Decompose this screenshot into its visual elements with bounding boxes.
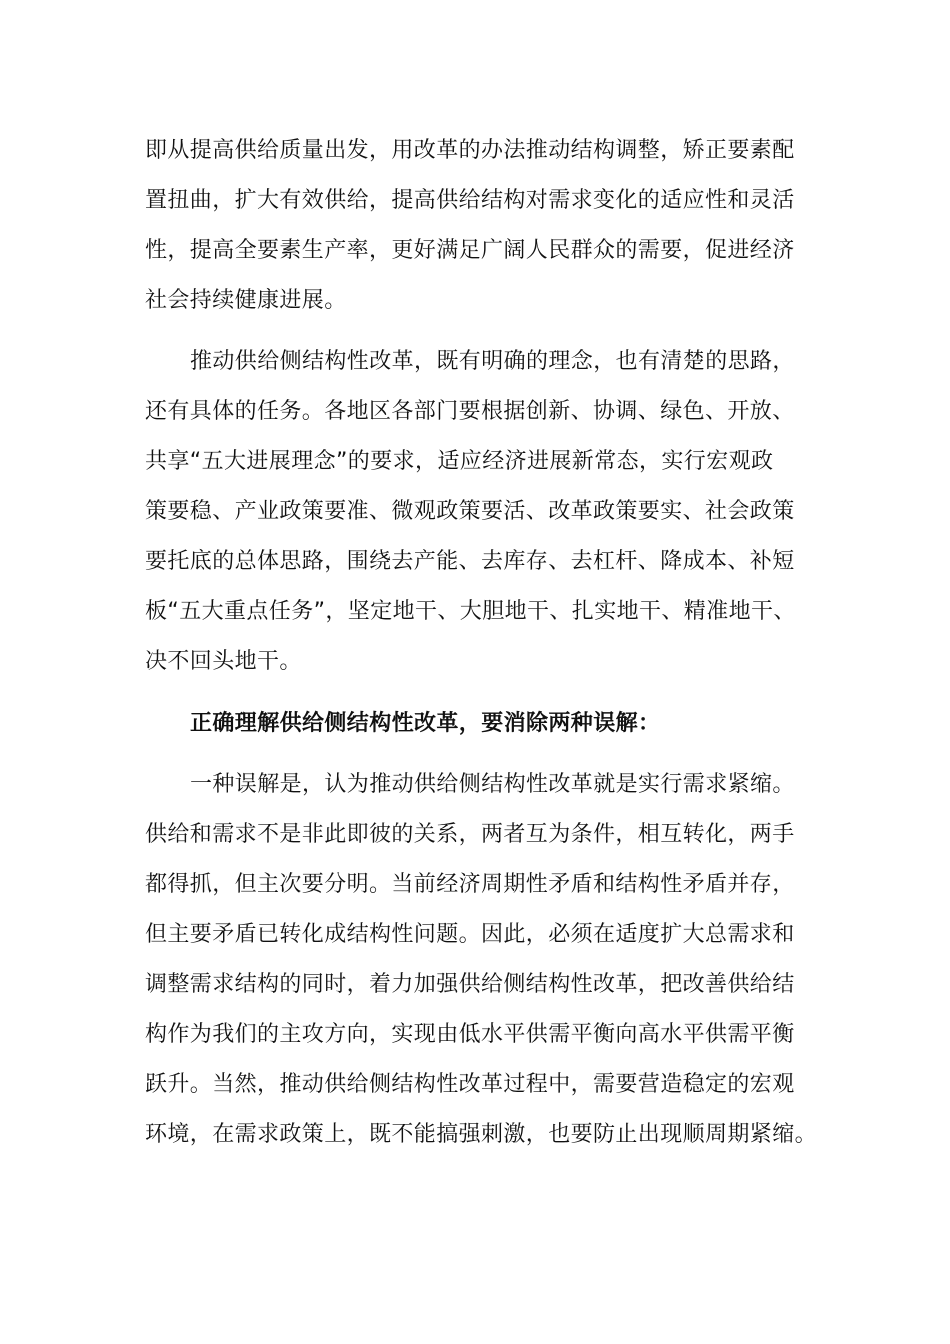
text-line: 决不回头地干。 — [145, 649, 302, 674]
text-line: 推动供给侧结构性改革，既有明确的理念，也有清楚的思路， — [190, 349, 795, 374]
text-line: 要托底的总体思路，围绕去产能、去库存、去杠杆、降成本、补短 — [145, 549, 795, 574]
text-line: 但主要矛盾已转化成结构性问题。因此，必须在适度扩大总需求和 — [145, 922, 795, 947]
text-line: 板“五大重点任务”，坚定地干、大胆地干、扎实地干、精准地干、 — [145, 599, 796, 624]
text-line: 一种误解是，认为推动供给侧结构性改革就是实行需求紧缩。 — [190, 772, 795, 797]
text-line: 即从提高供给质量出发，用改革的办法推动结构调整，矫正要素配 — [145, 138, 795, 163]
text-line: 性，提高全要素生产率，更好满足广阔人民群众的需要，促进经济 — [145, 238, 795, 263]
text-line: 构作为我们的主攻方向，实现由低水平供需平衡向高水平供需平衡 — [145, 1022, 795, 1047]
text-line: 共享“五大进展理念”的要求，适应经济进展新常态，实行宏观政 — [145, 449, 774, 474]
text-line: 供给和需求不是非此即彼的关系，两者互为条件，相互转化，两手 — [145, 822, 795, 847]
text-line: 还有具体的任务。各地区各部门要根据创新、协调、绿色、开放、 — [145, 399, 795, 424]
text-line: 跃升。当然，推动供给侧结构性改革过程中，需要营造稳定的宏观 — [145, 1072, 795, 1097]
text-line: 社会持续健康进展。 — [145, 288, 347, 313]
text-line: 环境，在需求政策上，既不能搞强刺激，也要防止出现顺周期紧缩。 — [145, 1122, 818, 1147]
text-line: 都得抓，但主次要分明。当前经济周期性矛盾和结构性矛盾并存， — [145, 872, 795, 897]
text-line: 策要稳、产业政策要准、微观政策要活、改革政策要实、社会政策 — [145, 499, 795, 524]
text-line: 置扭曲，扩大有效供给，提高供给结构对需求变化的适应性和灵活 — [145, 188, 795, 213]
section-heading: 正确理解供给侧结构性改革，要消除两种误解： — [190, 711, 661, 736]
text-line: 调整需求结构的同时，着力加强供给侧结构性改革，把改善供给结 — [145, 972, 795, 997]
